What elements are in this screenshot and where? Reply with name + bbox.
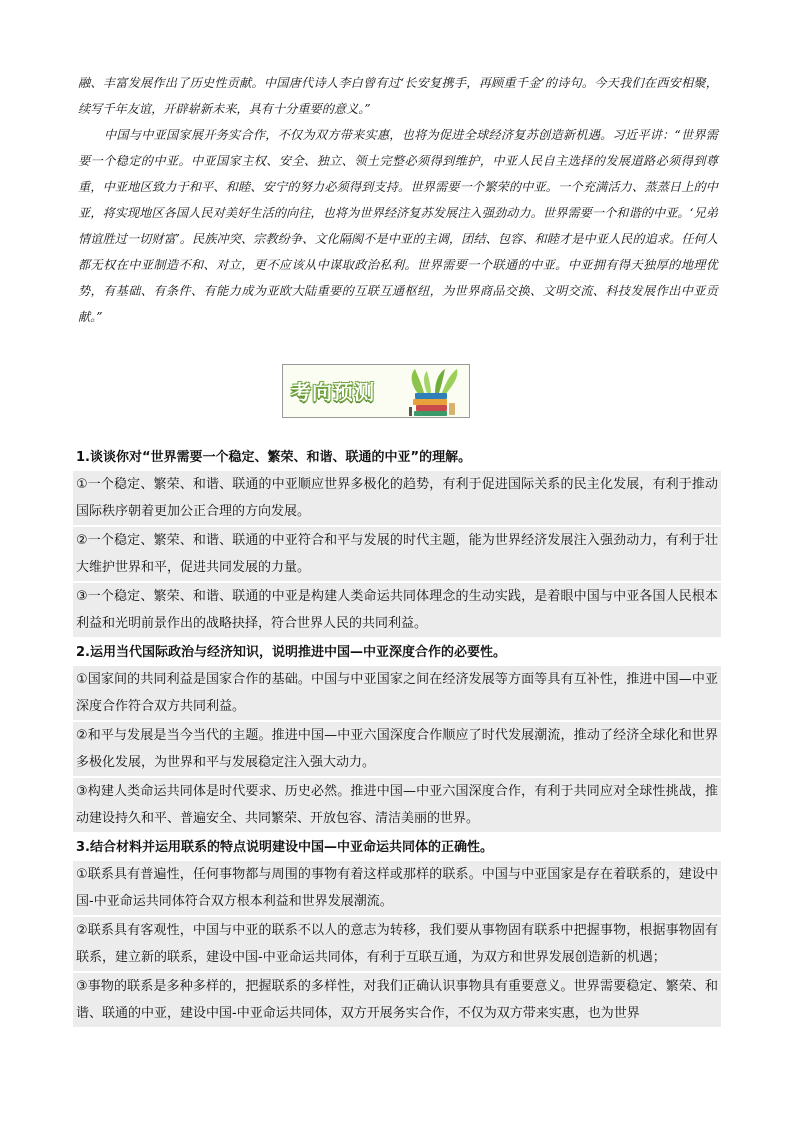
- banner-title: 考向预测: [291, 380, 375, 404]
- intro-paragraph-1: 融、丰富发展作出了历史性贡献。中国唐代诗人李白曾有过‘长安复携手，再顾重千金’的诗句。今天我们在西安相聚，续写千年友谊，开辟崭新未来，具有十分重要的意义。”: [78, 76, 718, 116]
- intro-paragraph-2: 中国与中亚国家展开务实合作，不仅为双方带来实惠，也将为促进全球经济复苏创造新机遇。习近平讲：“世界需要一个稳定的中亚。中亚国家主权、安全、独立、领土完整必须得到维护，中亚人民自主选择的发展道路必须得到尊重，中亚地区致力于和平、和睦、安宁的努力必须得到支持。世界需要一个繁荣的中亚。一个充满活力、蒸蒸日上的中亚，将实现地区各国人民对美好生活的向往，也将为世界经济复苏发展注入强劲动力。世界需要一个和谐的中亚。‘兄弟情谊胜过一切财富’。民族冲突、宗教纷争、文化隔阂不是中亚的主调，团结、包容、和睦才是中亚人民的追求。任何人都无权在中亚制造不和、对立，更不应该从中谋取政治私利。世界需要一个联通的中亚。中亚拥有得天独厚的地理优势，有基础、有条件、有能力成为亚欧大陆重要的互联互通枢纽，为世界商品交换、文明交流、科技发展作出中亚贡献。”: [78, 128, 718, 324]
- intro-text-block: [78, 70, 718, 330]
- answer-1-3: ③一个稳定、繁荣、和谐、联通的中亚是构建人类命运共同体理念的生动实践，是着眼中国与中亚各国人民根本利益和光明前景作出的战略抉择，符合世界人民的共同利益。: [73, 583, 721, 637]
- question-3: 3.结合材料并运用联系的特点说明建设中国—中亚命运共同体的正确性。: [76, 840, 493, 855]
- answer-2-3: ③构建人类命运共同体是时代要求、历史必然。推进中国—中亚六国深度合作，有利于共同应对全球性挑战，推动建设持久和平、普遍安全、共同繁荣、开放包容、清洁美丽的世界。: [73, 778, 721, 832]
- section-banner: [282, 364, 470, 418]
- question-2: 2.运用当代国际政治与经济知识，说明推进中国—中亚深度合作的必要性。: [76, 645, 506, 660]
- answer-1-2: ②一个稳定、繁荣、和谐、联通的中亚符合和平与发展的时代主题，能为世界经济发展注入强劲动力，有利于壮大维护世界和平，促进共同发展的力量。: [73, 527, 721, 581]
- answer-2-1: ①国家间的共同利益是国家合作的基础。中国与中亚国家之间在经济发展等方面等具有互补性，推进中国—中亚深度合作符合双方共同利益。: [73, 666, 721, 720]
- question-section: [73, 444, 721, 1029]
- answer-2-2: ②和平与发展是当今当代的主题。推进中国—中亚六国深度合作顺应了时代发展潮流，推动了经济全球化和世界多极化发展，为世界和平与发展稳定注入强大动力。: [73, 722, 721, 776]
- question-1: 1.谈谈你对“世界需要一个稳定、繁荣、和谐、联通的中亚”的理解。: [76, 450, 472, 465]
- answer-3-1: ①联系具有普遍性，任何事物都与周围的事物有着这样或那样的联系。中国与中亚国家是存在着联系的，建设中国-中亚命运共同体符合双方根本利益和世界发展潮流。: [73, 861, 721, 915]
- answer-3-3: ③事物的联系是多种多样的，把握联系的多样性，对我们正确认识事物具有重要意义。世界需要稳定、繁荣、和谐、联通的中亚，建设中国-中亚命运共同体，双方开展务实合作，不仅为双方带来实惠，也为世界: [73, 973, 721, 1027]
- answer-3-2: ②联系具有客观性，中国与中亚的联系不以人的意志为转移，我们要从事物固有联系中把握事物，根据事物固有联系，建立新的联系，建设中国-中亚命运共同体，有利于互联互通，为双方和世界发展创造新的机遇；: [73, 917, 721, 971]
- answer-1-1: ①一个稳定、繁荣、和谐、联通的中亚顺应世界多极化的趋势，有利于促进国际关系的民主化发展，有利于推动国际秩序朝着更加公正合理的方向发展。: [73, 471, 721, 525]
- books-plant-icon: [401, 367, 463, 417]
